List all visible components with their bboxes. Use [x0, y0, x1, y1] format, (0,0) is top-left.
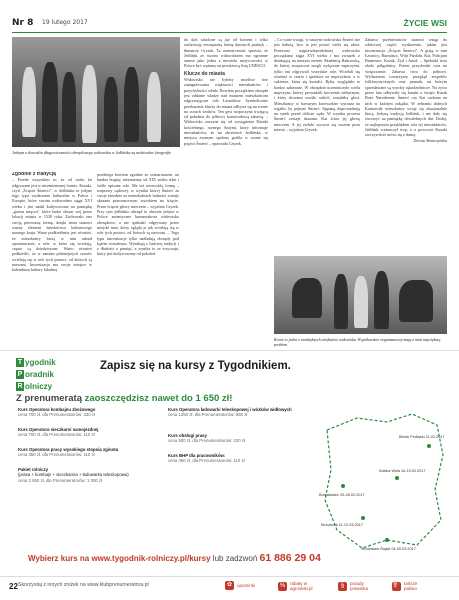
- article-author: Dorota Słomczyńska: [413, 137, 447, 143]
- course-item[interactable]: Kurs Operatora pracy wysokiego stopnia zginotu cena 350 zł, dla Prenumeratorów: 110 zł: [18, 447, 119, 458]
- section-title: ŻYCIE WSI: [403, 18, 447, 28]
- map-marker: [385, 538, 389, 542]
- subheading-keys: Klucze do miasta: [184, 70, 225, 77]
- course-item[interactable]: Kurs BHP dla pracowników: cena 450 zł, dla Prenumeratorów: 110 zł: [168, 453, 245, 464]
- horses-photo: [274, 256, 447, 334]
- course-item[interactable]: Pakiet rolniczy (prasa + kombajn + sieczkarnia + ładowarka teleskopowa) cena 2 650 zł, dla Prenumeratorów: 1 000 zł: [18, 467, 129, 483]
- course-list: [18, 407, 328, 537]
- map-label: Bielsk Podlaski 21.02.2017: [399, 435, 445, 439]
- article-text: do dziś szkolone są już od korzeni i tylko zachowują zewnętrzną formę dawnych praktyk – tłumaczy Gryzek. Ta autentyczność sprawia, że Jedlińsk ze swoim widowiskiem ma ogromne szanse jako jedna z niewielu miejscowości w Polsce być wpisany na prestiżową listę UNESCO.: [184, 37, 268, 69]
- map-marker: [341, 484, 345, 488]
- course-item[interactable]: Kurs Operatora ładowarki teleskopowej i wózków widłowych cena 1250 zł, dla Prenumeratorów: 550 zł: [168, 407, 292, 418]
- poland-map: [317, 410, 447, 552]
- map-marker: [427, 444, 431, 448]
- article-column-1: [12, 172, 92, 350]
- article-column-4: [274, 37, 360, 252]
- page-footer: [0, 576, 459, 600]
- map-label: Kalska Wola 16-19.02.2017: [379, 469, 426, 473]
- contact-line: Wybierz kurs na www.tygodnik-rolniczy.pl/kursy lub zadzwoń 61 886 29 04: [28, 552, 321, 564]
- article-column-3: [184, 37, 268, 350]
- article-text: Zabawa przebierańców stanowi wstęp do właściwej części wydarzenia, jakim jest inscenizacja „Ścięcie Śmierci". A grają w nim Ławnicy, Burmistrz, Wójt Pardoła, Kat, Policjant Burmistrz, Kozak, Żyd i Anioł. – Spektakl trwa około półgodziny. Potem przychodzi czas na świętowanie. Zabawa trwa do północy. Wydarzeniu towarzyszy przegląd zespołów folklorystycznych oraz jarmark, na którym sprzedawane są wyroby rękodzielnicze. Na żywo przez lata odbywały się kusaki a święto Kusak Boże Narodzenie, Śmierć czy Kat czekano na nich w każdym zakątku. W zebraniu dolnych Karnawały mieszkańcy wciąż się okazjonalnie biorą. Jedyną tradycją Jedlińsk, i nie dały się stworzyć na pamiątkę chwalebnych dni. Dodaj, że najlepszym przykładem rola tej mieszkańców. Jedlińsk wyznaczył trop, a o powrocie Kusaki rzeczywiście mówi się z dumą.: [365, 37, 447, 138]
- map-marker: [361, 516, 365, 520]
- footer-item[interactable]: § porady prawnika: [338, 581, 376, 591]
- issue-date: 19 lutego 2017: [42, 19, 88, 26]
- advice-icon: §: [338, 582, 347, 591]
- issue-number: Nr 8: [12, 18, 34, 28]
- course-item[interactable]: Kurs Operatora sieczkarni samojezdnej cena 700 zł, dla Prenumeratorów: 110 zł: [18, 427, 99, 438]
- tag-icon: %: [279, 582, 286, 589]
- subscription-offer: Z prenumeratą zaoszczędzisz nawet do 1 650 zł!: [16, 393, 233, 404]
- photo-caption-left: Jednym z dowodów długowieczności obrzędowego widowiska w Jedlińsku są archiwalne fotografie: [12, 150, 171, 155]
- footer-item[interactable]: ⛽ tańsze paliwo: [392, 581, 418, 591]
- page-number: 22: [9, 582, 18, 591]
- page-header: [12, 18, 447, 33]
- map-label: Wodzisław Śląski 04-05.03.2017: [361, 547, 416, 551]
- archive-photo: [12, 37, 180, 147]
- photo-caption-right: Konie to jeden z niezbędnych atrybutów widowiska. Współcześnie organizatorzy mają z nimi największy problem: [274, 337, 441, 348]
- phone-number[interactable]: 61 886 29 04: [259, 552, 321, 564]
- tygodnik-logo: T ygodnik P oradnik R olniczy: [17, 357, 56, 391]
- footer-item[interactable]: ✿ upominki: [226, 582, 256, 588]
- article-text: – Co warte uwagi, w naszym widowisku Śmierć nie jest kałużą, lecz ta jest postać wiela się aktor. Ponieważ najprawdopodobniej widowisko początkami sięga XVI wieku i ma związek z działającą na naszym terenie Akademią Rakowską, do której uczęszczać mogli wyłącznie mężczyźni, tylko oni odgrywali wszystkie role. Wcielali się również w czarto i spódnice na mężczyźnie, a w sukience, która się kształci. Ryba, wyglądało to bardzo zabawnie. W obrzędzie uczestniczyło wielu mężczyzn, którzy prowadzili kroczenie niebytnym, i który słowami woziło radość, zostałeby głosi. Mieszkańcy w barwnym korowodzie wyrusza na rogatki, by pojmać Śmierć. Spętaną doprowadzają na rynek przed oblicze sądu. W wyniku procesu Śmierć zostaje skazana. Kat ścina jej głowę mieczem. A jej zwłoki wywozi się wozem poza miasto – wyjaśnia Gryzek.: [274, 37, 360, 133]
- map-label: Bolesławiec 25-26.02.2017: [319, 493, 365, 497]
- ad-title: Zapisz się na kursy z Tygodnikiem.: [100, 360, 291, 372]
- article-text: przebiega bowiem zgodnie ze scenariuszem, na bardzo bogaty, niezmienny od XIX wieku tekst i ściśle opisane role. Ma też niezwykłą formę – rozprawy sądowej, w wyniku której Śmierć za swoje zbrodnie na mieszkańcach ludności zostaje skazana prawomocnym wyrokiem na ścięcie. Przez ścięcie głowy mieczem – wyjaśnia Gryzek. Przy tym jedlińsko obrzęd to obecnie jedyne w Polsce autentyczne kurnawałowe widowisko obrzędowe, a nie spektakl odgrywany przez miejski teatr, który ogląda je jak wcielają się w role tych postaci, od których są nazwani. – Tego typu inscenizacje tylko naśladują obrzędy pod kątem wizualnym. Wynikają z ludowej tradycji i z dbałości o pamięć, a wynika to ze zwyczaju, który jest kultywowany od pokoleń.: [97, 172, 179, 257]
- article-text: – Przede wszystkim to, że od wielu lat odgrywane jest w niezmienionej formie. Kusaki, czyli „Ścięcie Śmierci", w Jedlińsku to jedyne tego typu wydarzenie kulturalne w Polsce i Europie, które swoim rodowodem sięga XVI wieku i jest nadal kultywowane na pamiątkę „grzesa mięcza", które bzdzi obszar wej przez lokacji miasta w 1530 roku. Zachowało ono swoją pierwotną formę, dzięki temu stanowi wazny element dziedzictwa kulturowego naszego kraju. Warte podkreślenia jest również, że mieszkańcy biorą w nim udział spontanicznie, a role, w które się wcielają, często są dziedziczone. Warto również podkreślić, że w zamian późniejszych czasów wcielają się w role tych postaci, od których są nazwani. Inscenizacja ma swoje miejsce w kalendarzu kultury lokalnej.: [12, 177, 92, 273]
- discount-icon: ⛽: [392, 582, 401, 589]
- course-item[interactable]: Kurs obsługi prasy cena 500 zł, dla Prenumeratorów: 220 zł: [168, 433, 245, 444]
- article-column-2: [97, 172, 179, 350]
- subheading-tradition: Zgodnie z tradycją: [12, 172, 56, 177]
- course-link[interactable]: www.tygodnik-rolniczy.pl/kursy: [91, 554, 211, 563]
- footer-item[interactable]: % rabaty w agroskiki.pl: [279, 581, 313, 591]
- map-label: Kluczbork 11-12.03.2017: [321, 523, 363, 527]
- article-text: Widowisko nie byłoby możliwe bez zaangażowania większości mieszkańców i przychylności władz. Bowiem początkiem obrzędu jest oddanie władzy nad miastem mieszkańcom odgrywającym role Ławników. Symbolicznie przekazanie kluczy do miasta odbywa się na scenie na oczach widzów. Ten gest rozpoczyna trwającą od południa do północy karnawałową zabawę. – Widowisko zaczyna się od wystąpienia Dziada kościelnego, roznego Antymi, który informuje mieszkańców, że na obrzeżach Jedlińska, w miejscu zwanym spalona grobla w rosnie się pojawi Śmierć – opowiada Gryzek.: [184, 77, 268, 146]
- gift-icon: ✿: [226, 582, 233, 588]
- footer-text: Skorzystaj z innych zniżek na www.klubprenumeratora.pl: [18, 582, 149, 588]
- map-marker: [395, 476, 399, 480]
- article-column-5: [365, 37, 447, 252]
- course-item[interactable]: Kurs Operatora kombajnu zbożowego cena 700 zł, dla Prenumeratorów: 330 zł: [18, 407, 96, 418]
